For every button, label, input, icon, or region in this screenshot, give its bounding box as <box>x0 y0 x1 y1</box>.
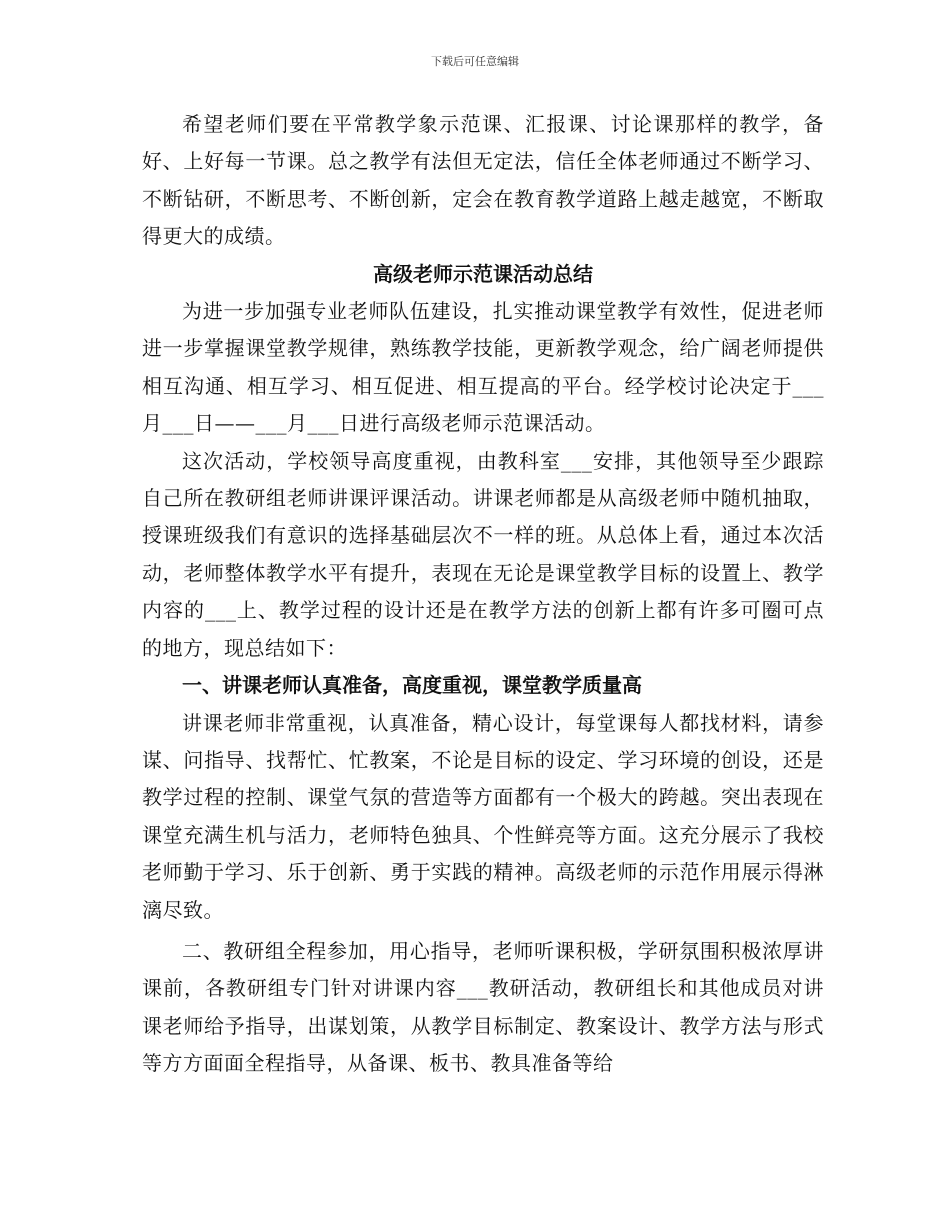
document-body <box>142 106 824 1083</box>
section-2-body: 二、教研组全程参加，用心指导，老师听课积极，学研氛围积极浓厚讲课前，各教研组专门针对讲课内容___教研活动，教研组长和其他成员对讲课老师给予指导，出谋划策，从教学目标制定、教案设计、教学方法与形式等方方面面全程指导，从备课、板书、教具准备等给 <box>142 938 824 1076</box>
paragraph-purpose: 为进一步加强专业老师队伍建设，扎实推动课堂教学有效性，促进老师进一步掌握课堂教学规律，熟练教学技能，更新教学观念，给广阔老师提供相互沟通、相互学习、相互促进、相互提高的平台。经学校讨论决定于___月___日——___月___日进行高级老师示范课活动。 <box>142 299 824 436</box>
download-editable-note: 下载后可任意编辑 <box>431 55 519 68</box>
section-1-heading: 一、讲课老师认真准备，高度重视，课堂教学质量高 <box>182 673 642 698</box>
section-1-body: 讲课老师非常重视，认真准备，精心设计，每堂课每人都找材料，请参谋、问指导、找帮忙、忙教案，不论是目标的设定、学习环境的创设，还是教学过程的控制、课堂气氛的营造等方面都有一个极大的跨越。突出表现在课堂充满生机与活力，老师特色独具、个性鲜亮等方面。这充分展示了我校老师勤于学习、乐于创新、勇于实践的精神。高级老师的示范作用展示得淋漓尽致。 <box>142 710 824 922</box>
intro-paragraph: 希望老师们要在平常教学象示范课、汇报课、讨论课那样的教学，备好、上好每一节课。总之教学有法但无定法，信任全体老师通过不断学习、不断钻研，不断思考、不断创新，定会在教育教学道路上越走越宽，不断取得更大的成绩。 <box>142 112 824 249</box>
paragraph-activity-overview: 这次活动，学校领导高度重视，由教科室___安排，其他领导至少跟踪自己所在教研组老师讲课评课活动。讲课老师都是从高级老师中随机抽取，授课班级我们有意识的选择基础层次不一样的班。从总体上看，通过本次活动，老师整体教学水平有提升，表现在无论是课堂教学目标的设置上、教学内容的___上、教学过程的设计还是在教学方法的创新上都有许多可圈可点的地方，现总结如下： <box>142 448 824 660</box>
document-title: 高级老师示范课活动总结 <box>373 261 593 286</box>
